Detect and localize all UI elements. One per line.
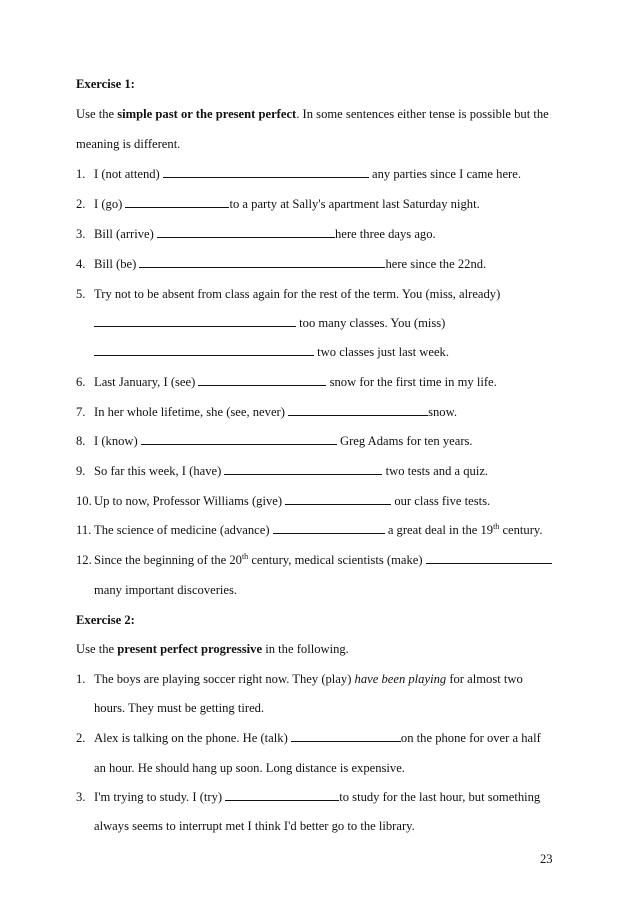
answer-blank[interactable] [273,522,385,534]
answer-blank[interactable] [125,196,229,208]
ex1-item-12-cont: many important discoveries. [94,583,238,597]
answer-blank[interactable] [224,463,382,475]
ex1-item-2: 2. I (go) to a party at Sally's apartment last Saturday night. [76,197,480,211]
ex1-item-5: 5. Try not to be absent from class again for the rest of the term. You (miss, already) [76,287,501,301]
answer-blank[interactable] [157,226,335,238]
answer-blank[interactable] [426,552,552,564]
ex1-item-9: 9. So far this week, I (have) two tests and a quiz. [76,464,489,478]
ex1-item-10: 10. Up to now, Professor Williams (give) our class five tests. [76,494,491,508]
ex1-item-7: 7. In her whole lifetime, she (see, never) snow. [76,405,457,419]
exercise-1-instructions-cont: meaning is different. [76,137,181,151]
answer-blank[interactable] [94,344,314,356]
ex1-item-11: 11. The science of medicine (advance) a great deal in the 19th century. [76,522,543,537]
ex2-item-3-cont: always seems to interrupt met I think I'd better go to the library. [94,819,415,833]
ex2-item-1-cont: hours. They must be getting tired. [94,701,265,715]
answer-blank[interactable] [225,789,339,801]
answer-blank[interactable] [141,433,337,445]
answer-blank[interactable] [291,730,401,742]
ex1-item-4: 4. Bill (be) here since the 22nd. [76,257,487,271]
ex2-item-3: 3. I'm trying to study. I (try) to study for the last hour, but something [76,790,541,804]
ex1-item-1: 1. I (not attend) any parties since I came here. [76,167,521,181]
answer-blank[interactable] [94,315,296,327]
ex1-item-3: 3. Bill (arrive) here three days ago. [76,227,436,241]
ex1-item-8: 8. I (know) Greg Adams for ten years. [76,434,473,448]
answer-blank[interactable] [139,256,385,268]
page-number: 23 [540,852,553,866]
answer-blank[interactable] [198,374,326,386]
ex1-item-6: 6. Last January, I (see) snow for the first time in my life. [76,375,497,389]
ex2-item-2: 2. Alex is talking on the phone. He (talk) on the phone for over a half [76,731,541,745]
exercise-2-heading: Exercise 2: [76,613,135,627]
ex2-item-1: 1. The boys are playing soccer right now. They (play) have been playing for almost two [76,672,523,686]
answer-blank[interactable] [285,493,391,505]
exercise-1-instructions: Use the simple past or the present perfect. In some sentences either tense is possible but the [76,107,549,121]
exercise-1-heading: Exercise 1: [76,77,135,91]
ex1-item-12: 12. Since the beginning of the 20th century, medical scientists (make) [76,552,552,568]
exercise-2-instructions: Use the present perfect progressive in the following. [76,642,349,656]
ex1-item-5-cont-1: too many classes. You (miss) [94,315,445,331]
answer-blank[interactable] [163,166,369,178]
answer-blank[interactable] [288,404,428,416]
ex2-item-2-cont: an hour. He should hang up soon. Long distance is expensive. [94,761,405,775]
ex1-item-5-cont-2: two classes just last week. [94,344,449,360]
